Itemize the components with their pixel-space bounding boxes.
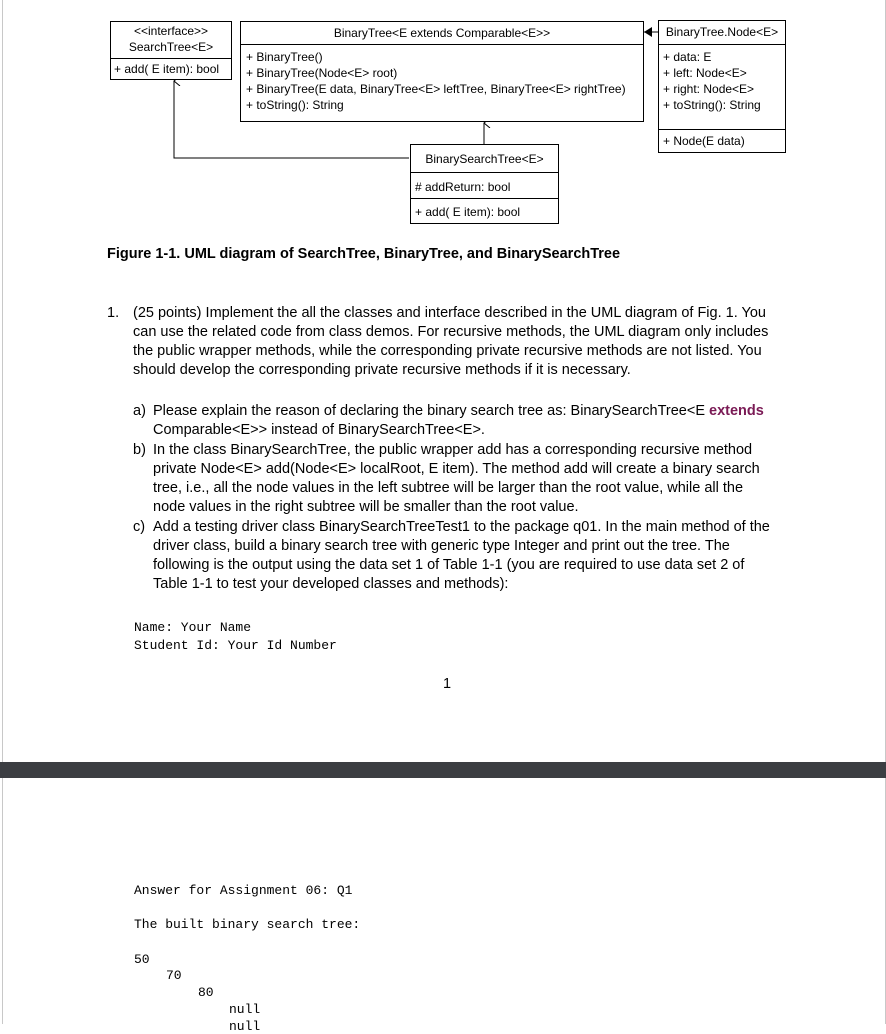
binarytree-class-name: BinaryTree<E extends Comparable<E>>	[333, 26, 551, 40]
tree-subheader: The built binary search tree:	[134, 917, 361, 932]
bst-class-name: BinarySearchTree<E>	[425, 152, 544, 166]
tree-node-line: null	[229, 1002, 261, 1017]
node-class-box	[658, 20, 786, 153]
binarytree-member: + BinaryTree(Node<E> root)	[246, 66, 398, 80]
binarytree-class-box	[240, 21, 644, 122]
question-number: 1.	[107, 305, 120, 321]
interface-name: SearchTree<E>	[128, 40, 214, 54]
item-b-line: In the class BinarySearchTree, the public wrapper add has a corresponding recursive method	[153, 442, 753, 458]
interface-method: + add( E item): bool	[114, 62, 220, 76]
bst-field: # addReturn: bool	[415, 180, 511, 194]
item-b-text	[153, 441, 793, 517]
item-a-line: Please explain the reason of declaring the binary search tree as: BinarySearchTree<E	[153, 403, 710, 419]
binarysearchtree-class-box	[410, 144, 559, 224]
item-a-label: a)	[133, 403, 146, 419]
item-c-line: Add a testing driver class BinarySearchTreeTest1 to the package q01. In the main method of the	[153, 519, 770, 535]
tree-node-line: 50	[134, 952, 150, 967]
item-c-label: c)	[133, 519, 146, 535]
question-intro-line: the public wrapper methods, while the corresponding private recursive methods are not listed. You	[133, 343, 762, 359]
node-field: + data: E	[663, 50, 712, 64]
answer-header: Answer for Assignment 06: Q1	[134, 883, 353, 898]
binarytree-member: + BinaryTree()	[246, 50, 323, 64]
item-b-label: b)	[133, 442, 146, 458]
interface-stereotype: <<interface>>	[133, 24, 209, 38]
tree-node-line: 80	[198, 985, 214, 1000]
figure-caption: Figure 1-1. UML diagram of SearchTree, BinaryTree, and BinarySearchTree	[107, 246, 621, 262]
node-constructor: + Node(E data)	[663, 134, 745, 148]
bst-method: + add( E item): bool	[415, 205, 521, 219]
item-c-line: Table 1-1 to test your developed classes and methods):	[153, 576, 509, 592]
item-a-line: Comparable<E>> instead of BinarySearchTree<E>.	[153, 422, 485, 438]
page-number: 1	[443, 676, 452, 692]
item-b-line: node values in the right subtree will be smaller than the root value.	[153, 499, 579, 515]
node-method: + toString(): String	[663, 98, 761, 112]
item-c-line: driver class, build a binary search tree with generic type Integer and print out the tree. The	[153, 538, 730, 554]
document-page-1	[2, 0, 886, 762]
output-id-line: Student Id: Your Id Number	[134, 638, 337, 653]
tree-node-line: 70	[166, 968, 182, 983]
node-field: + right: Node<E>	[663, 82, 755, 96]
tree-node-line: null	[229, 1019, 261, 1034]
question-intro-line: (25 points) Implement the all the classes and interface described in the UML diagram of Fig. 1. You	[133, 305, 766, 321]
item-b-line: tree, i.e., all the node values in the left subtree will be larger than the root value, while all the	[153, 480, 744, 496]
node-class-name: BinaryTree.Node<E>	[665, 25, 779, 39]
extends-keyword: extends	[709, 403, 764, 419]
page-separator	[0, 762, 886, 778]
binarytree-member: + BinaryTree(E data, BinaryTree<E> leftTree, BinaryTree<E> rightTree)	[246, 82, 626, 96]
searchtree-interface-box	[110, 21, 232, 80]
question-intro-line: should develop the corresponding private recursive methods if it is necessary.	[133, 362, 631, 378]
node-field: + left: Node<E>	[663, 66, 747, 80]
item-b-line: private Node<E> add(Node<E> localRoot, E item). The method add will create a binary search	[153, 461, 760, 477]
question-intro-line: can use the related code from class demos. For recursive methods, the UML diagram only includes	[133, 324, 769, 340]
binarytree-member: + toString(): String	[246, 98, 344, 112]
output-name-line: Name: Your Name	[134, 620, 252, 635]
item-c-text	[153, 518, 793, 594]
item-a-text	[153, 402, 793, 440]
item-c-line: following is the output using the data set 1 of Table 1-1 (you are required to use data set 2 of	[153, 557, 745, 573]
question-intro	[133, 304, 793, 380]
document-page-2	[2, 778, 886, 1034]
association-arrowhead	[644, 27, 652, 37]
